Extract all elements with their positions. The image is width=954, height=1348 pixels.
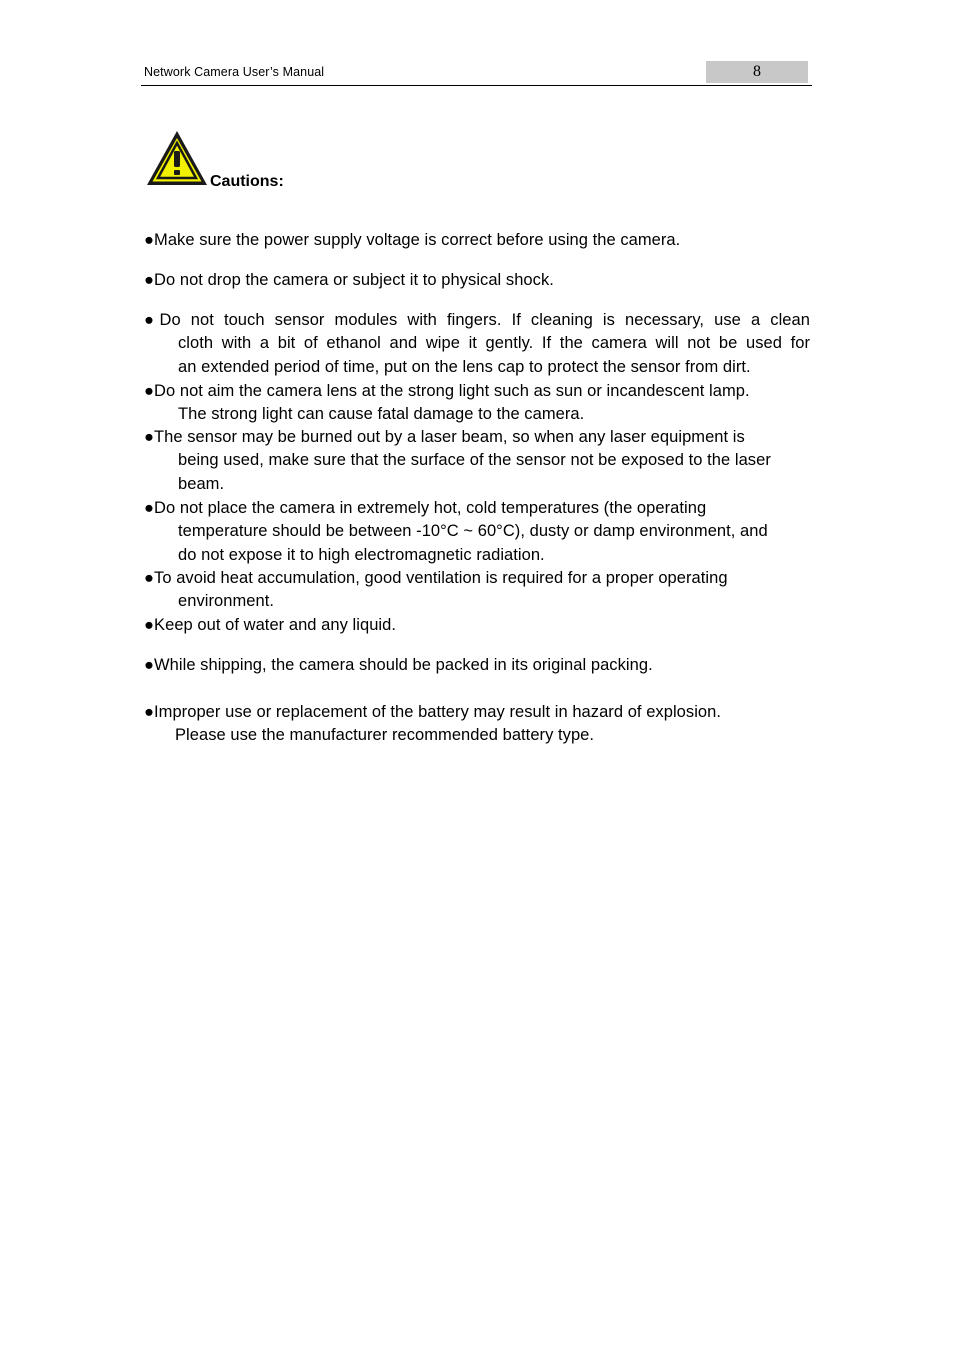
header-divider [141,85,812,86]
page-number: 8 [706,61,808,83]
caution-text: Do not aim the camera lens at the strong light such as sun or incandescent lamp. [154,382,750,400]
caution-item [144,654,810,677]
caution-text: cloth with a bit of ethanol and wipe it gently. If the camera will not be used for [178,334,810,353]
bullet: ● [144,231,155,249]
caution-text: The sensor may be burned out by a laser beam, so when any laser equipment is [154,428,745,446]
caution-item [144,567,810,614]
caution-item [144,426,810,496]
caution-text: Do not touch sensor modules with fingers. If cleaning is necessary, use a clean [159,311,810,329]
caution-text: environment. [178,592,274,611]
caution-text: temperature should be between -10°C ~ 60°C), dusty or damp environment, and [178,522,768,541]
caution-item [144,269,810,292]
caution-text: While shipping, the camera should be packed in its original packing. [154,656,653,674]
caution-item [144,701,810,748]
caution-text: Do not drop the camera or subject it to physical shock. [154,271,554,289]
cautions-heading: Cautions: [210,173,284,190]
bullet: ● [144,569,155,587]
caution-text: being used, make sure that the surface of the sensor not be exposed to the laser [178,451,771,470]
bullet: ● [144,703,155,721]
caution-item [144,614,810,637]
caution-text: Improper use or replacement of the battery may result in hazard of explosion. [154,703,721,721]
caution-text: an extended period of time, put on the lens cap to protect the sensor from dirt. [178,357,751,376]
caution-text: Do not place the camera in extremely hot, cold temperatures (the operating [154,499,707,517]
caution-item [144,229,810,252]
warning-triangle-icon [145,129,209,187]
caution-text: do not expose it to high electromagnetic radiation. [178,545,545,564]
caution-text: To avoid heat accumulation, good ventilation is required for a proper operating [154,569,728,587]
caution-text: The strong light can cause fatal damage to the camera. [178,405,585,424]
bullet: ● [144,656,155,674]
bullet: ● [144,382,155,400]
bullet: ● [144,311,160,329]
caution-text: Please use the manufacturer recommended battery type. [175,726,595,745]
manual-title: Network Camera User’s Manual [144,65,325,79]
bullet: ● [144,616,155,634]
caution-text: Make sure the power supply voltage is correct before using the camera. [154,231,681,249]
bullet: ● [144,499,155,517]
caution-item [144,380,810,427]
caution-text: beam. [178,474,225,493]
caution-item [144,309,810,379]
caution-item [144,497,810,567]
bullet: ● [144,271,155,289]
caution-text: Keep out of water and any liquid. [154,616,397,634]
bullet: ● [144,428,155,446]
